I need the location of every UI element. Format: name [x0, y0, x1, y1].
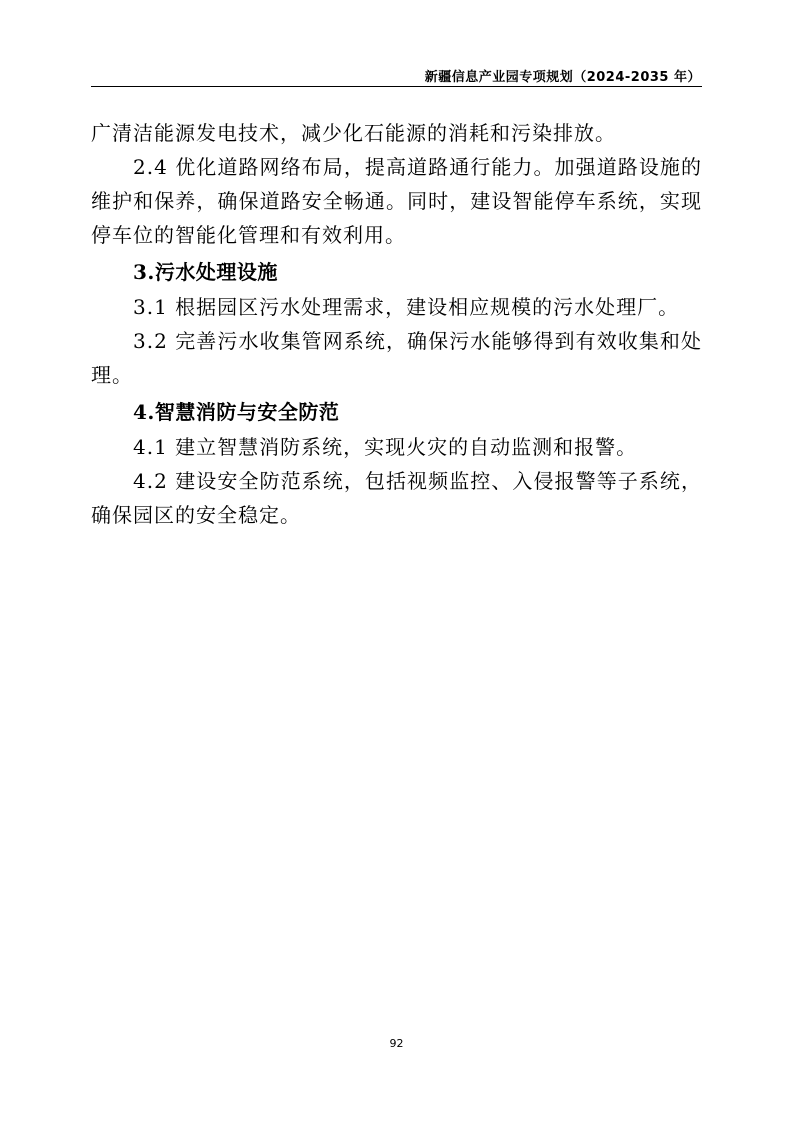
section-heading-fire-security: 4.智慧消防与安全防范 — [133, 400, 340, 424]
paragraph-4-1-fire-system: 4.1 建立智慧消防系统，实现火灾的自动监测和报警。 — [133, 435, 638, 459]
paragraph-4-2-security-system: 4.2 建设安全防范系统，包括视频监控、入侵报警等子系统，确保园区的安全稳定。 — [91, 469, 702, 527]
paragraph-3-2-sewage-network: 3.2 完善污水收集管网系统，确保污水能够得到有效收集和处理。 — [91, 329, 702, 387]
page-number: 92 — [389, 1037, 404, 1050]
page-body — [91, 116, 702, 532]
paragraph-3-1-sewage-plant: 3.1 根据园区污水处理需求，建设相应规模的污水处理厂。 — [133, 295, 680, 319]
header-divider — [91, 86, 702, 87]
paragraph-continuation: 广清洁能源发电技术，减少化石能源的消耗和污染排放。 — [91, 121, 616, 145]
section-heading-sewage: 3.污水处理设施 — [133, 260, 278, 284]
paragraph-2-4-road-network: 2.4 优化道路网络布局，提高道路通行能力。加强道路设施的维护和保养，确保道路安全畅通。同时，建设智能停车系统，实现停车位的智能化管理和有效利用。 — [91, 155, 702, 247]
running-header-title: 新疆信息产业园专项规划（2024-2035 年） — [424, 70, 701, 85]
